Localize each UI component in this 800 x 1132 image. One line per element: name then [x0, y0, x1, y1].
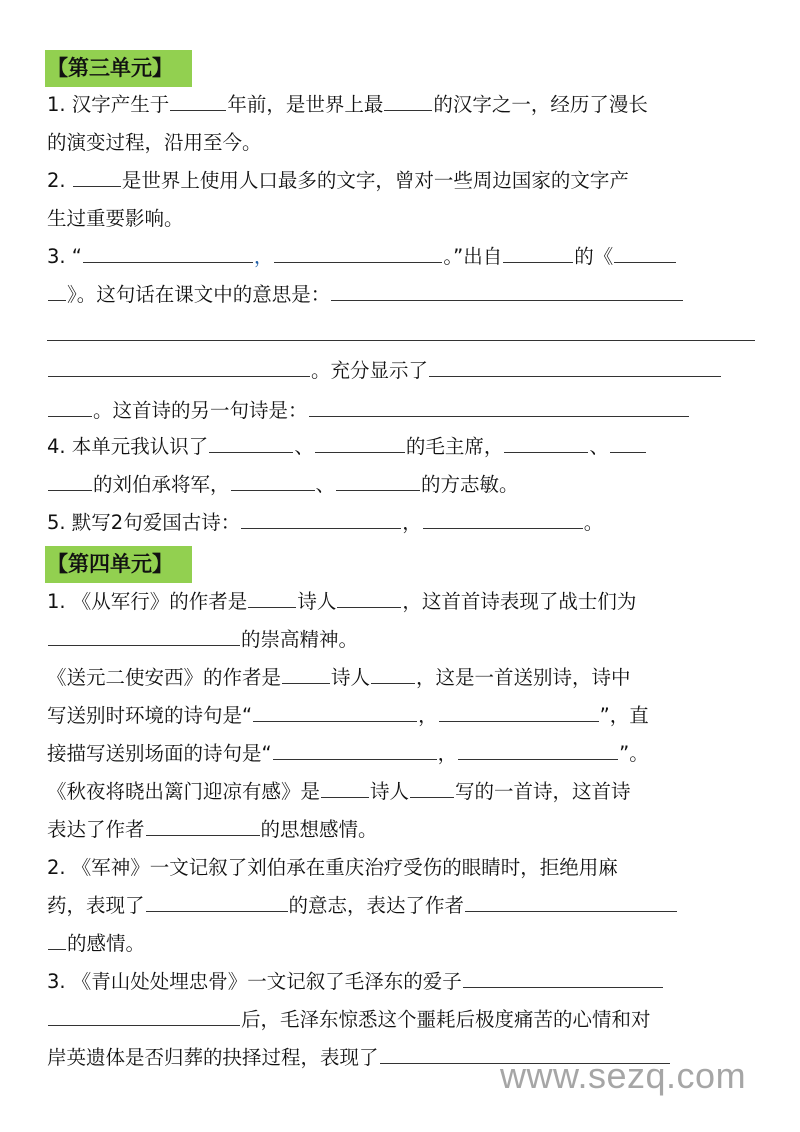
text: 》。这句话在课文中的意思是：: [67, 283, 331, 306]
blank-field[interactable]: [331, 278, 683, 301]
text: 的刘伯承将军，: [93, 473, 230, 496]
blank-field[interactable]: [146, 813, 260, 836]
blank-field[interactable]: [83, 240, 253, 263]
text: 3. “: [47, 245, 82, 268]
text: 后，毛泽东惊悉这个噩耗后极度痛苦的心情和对: [241, 1008, 651, 1031]
text: 岸英遗体是否归葬的抉择过程，表现了: [47, 1046, 379, 1069]
unit-3-header: 【第三单元】: [45, 50, 192, 87]
blank-field[interactable]: [465, 889, 677, 912]
unit-4-header: 【第四单元】: [45, 546, 192, 583]
u4-q2-line3: [47, 925, 757, 963]
blank-field[interactable]: [458, 737, 618, 760]
blank-field[interactable]: [371, 661, 415, 684]
text: 的毛主席，: [405, 435, 504, 458]
blank-field[interactable]: [439, 699, 599, 722]
text: 。这首诗的另一句诗是：: [93, 399, 308, 422]
u3-q1-line2: [47, 124, 757, 162]
u4-q1-line5: [47, 735, 757, 773]
text: 诗人: [297, 590, 337, 613]
text: 2.: [47, 169, 72, 192]
text: 。: [583, 511, 604, 534]
u4-q3-line2: [47, 1001, 757, 1039]
text: 。充分显示了: [311, 359, 429, 382]
text: 写的一首诗，这首诗: [455, 780, 631, 803]
text: 的演变过程，沿用至今。: [47, 131, 262, 154]
text: 4. 本单元我认识了: [47, 435, 209, 458]
u4-q1-line6: [47, 773, 757, 811]
blank-field[interactable]: [336, 468, 420, 491]
blank-field[interactable]: [274, 240, 442, 263]
u3-q4-line1: [47, 428, 757, 466]
u4-q2-line1: [47, 849, 757, 887]
u3-q3-line4: [47, 352, 757, 390]
text: 。”出自: [443, 245, 503, 268]
text: ，这是一首送别诗，诗中: [416, 666, 631, 689]
blank-field[interactable]: [48, 468, 92, 491]
u3-q3-line5: [47, 392, 757, 430]
text: 表达了作者: [47, 818, 145, 841]
blank-field[interactable]: [463, 965, 663, 988]
u3-q3-line2: [47, 276, 757, 314]
text: ，: [402, 511, 422, 534]
u4-q1-line3: [47, 659, 757, 697]
u3-q4-line2: [47, 466, 757, 504]
text: 5. 默写2句爱国古诗：: [47, 511, 241, 534]
u3-q3-line1: [47, 238, 757, 276]
u3-q2-line2: [47, 200, 757, 238]
blank-field[interactable]: [315, 430, 405, 453]
text: 诗人: [331, 666, 371, 689]
u3-q5: [47, 504, 757, 542]
text: 的方志敏。: [421, 473, 519, 496]
u4-q1-line2: [47, 621, 757, 659]
text: 的汉字之一，经历了漫长: [433, 93, 648, 116]
blank-field[interactable]: [337, 585, 401, 608]
blank-field[interactable]: [614, 240, 676, 263]
text: 诗人: [370, 780, 410, 803]
blank-full-line[interactable]: [47, 340, 755, 341]
blank-field[interactable]: [504, 430, 588, 453]
blank-field[interactable]: [429, 354, 721, 377]
watermark: www.sezq.com: [500, 1055, 747, 1096]
text: 写送别时环境的诗句是“: [47, 704, 253, 727]
blank-field[interactable]: [48, 354, 310, 377]
blank-field[interactable]: [610, 430, 646, 453]
text: 接描写送别场面的诗句是“: [47, 742, 272, 765]
blank-field[interactable]: [273, 737, 437, 760]
u3-q1-line1: [47, 86, 757, 124]
u4-q2-line2: [47, 887, 757, 925]
comma: ，: [253, 245, 274, 268]
text: 的思想感情。: [260, 818, 378, 841]
blank-field[interactable]: [48, 394, 92, 417]
text: 、: [294, 435, 314, 458]
text: 年前，是世界上最: [227, 93, 384, 116]
text: ，: [437, 742, 458, 765]
blank-field[interactable]: [231, 468, 315, 491]
u4-q1-line1: [47, 583, 757, 621]
text: 的《: [574, 245, 614, 268]
u4-q1-line7: [47, 811, 757, 849]
u3-q2-line1: [47, 162, 757, 200]
text: 生过重要影响。: [47, 207, 184, 230]
blank-field[interactable]: [48, 278, 66, 301]
blank-field[interactable]: [309, 394, 689, 417]
blank-field[interactable]: [282, 661, 330, 684]
blank-field[interactable]: [73, 164, 121, 187]
text: 的感情。: [67, 932, 146, 955]
blank-field[interactable]: [384, 88, 432, 111]
text: 、: [315, 473, 336, 496]
text: 是世界上使用人口最多的文字，曾对一些周边国家的文字产: [121, 169, 629, 192]
blank-field[interactable]: [48, 623, 240, 646]
text: 的崇高精神。: [241, 628, 359, 651]
text: ，这首首诗表现了战士们为: [402, 590, 637, 613]
text: ”，直: [599, 704, 649, 727]
blank-field[interactable]: [410, 775, 454, 798]
text: 2. 《军神》一文记叙了刘伯承在重庆治疗受伤的眼睛时，拒绝用麻: [47, 856, 618, 879]
text: ”。: [619, 742, 649, 765]
blank-field[interactable]: [48, 1003, 240, 1026]
blank-field[interactable]: [503, 240, 573, 263]
text: 1. 汉字产生于: [47, 93, 170, 116]
blank-field[interactable]: [48, 927, 66, 950]
text: 《秋夜将晓出篱门迎凉有感》是: [47, 780, 321, 803]
blank-field[interactable]: [248, 585, 296, 608]
blank-field[interactable]: [321, 775, 369, 798]
blank-field[interactable]: [253, 699, 417, 722]
text: 1. 《从军行》的作者是: [47, 590, 248, 613]
blank-field[interactable]: [146, 889, 288, 912]
blank-field[interactable]: [170, 88, 226, 111]
text: 《送元二使安西》的作者是: [47, 666, 282, 689]
blank-field[interactable]: [423, 506, 583, 529]
text: 药，表现了: [47, 894, 145, 917]
text: ，: [418, 704, 438, 727]
text: 的意志，表达了作者: [288, 894, 465, 917]
blank-field[interactable]: [209, 430, 293, 453]
text: 、: [589, 435, 609, 458]
text: 3. 《青山处处埋忠骨》一文记叙了毛泽东的爱子: [47, 970, 462, 993]
u4-q3-line1: [47, 963, 757, 1001]
blank-field[interactable]: [241, 506, 401, 529]
u4-q1-line4: [47, 697, 757, 735]
